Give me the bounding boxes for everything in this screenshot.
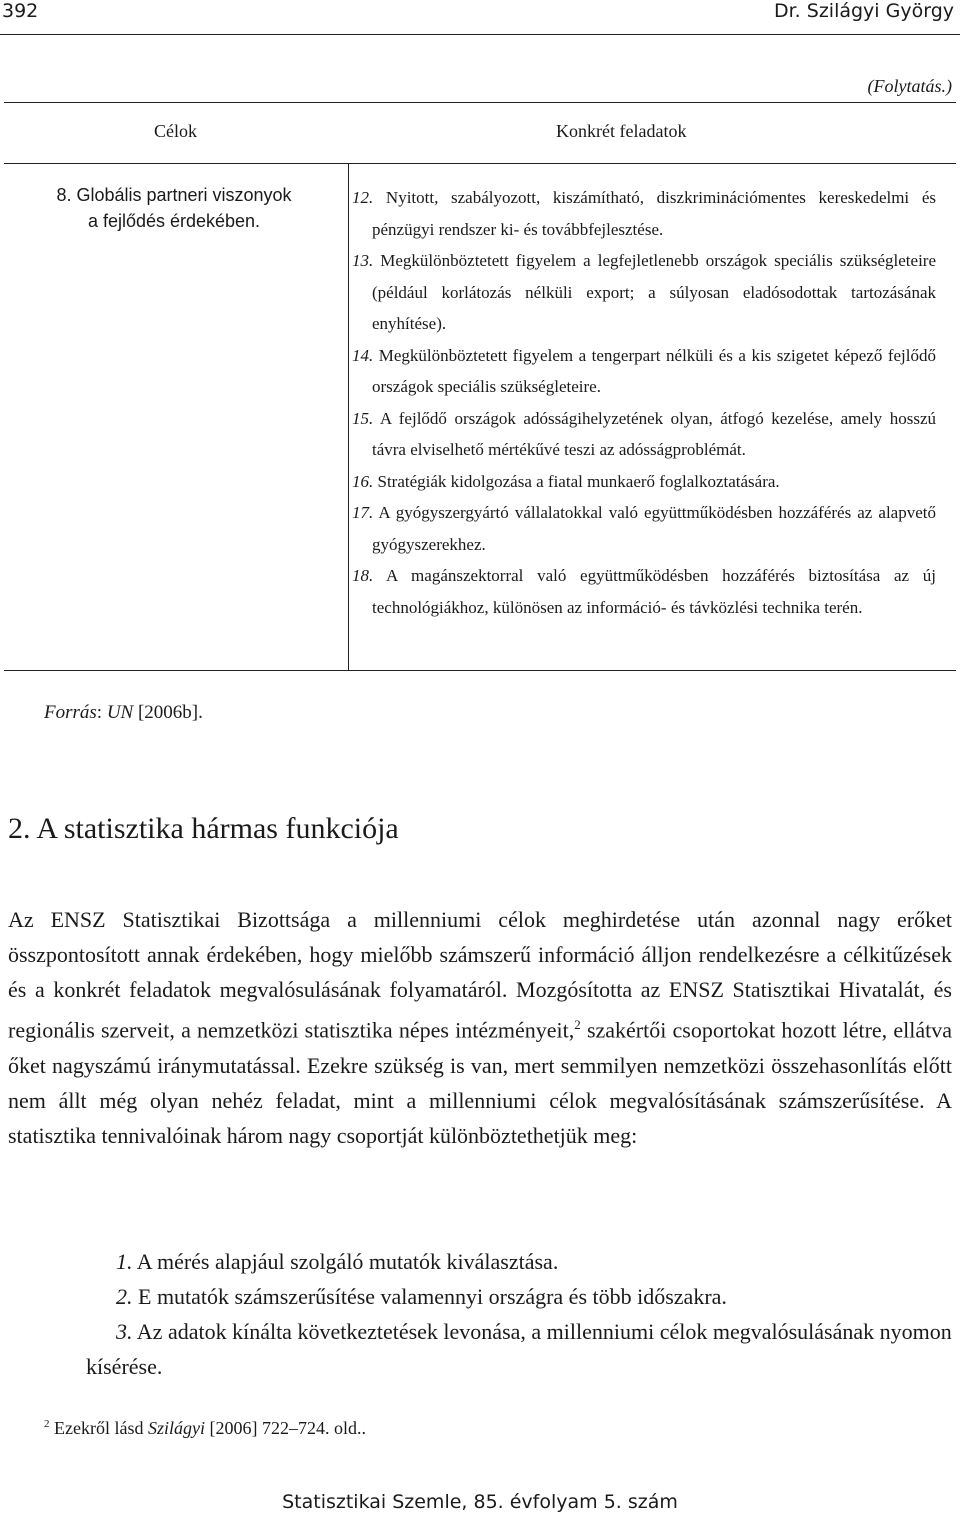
table-column-divider [348, 164, 349, 670]
list-item [86, 1279, 956, 1314]
task-list [352, 182, 936, 623]
running-author: Dr. Szilágyi György [773, 0, 954, 22]
task-number: 14. [352, 345, 374, 365]
task-text: A magánszektorral való együttműködésben hozzáférés biztosítása az új technológiákhoz, különösen az információ- és távközlési technika terén. [372, 566, 936, 617]
column-header-tasks: Konkrét feladatok [556, 121, 687, 141]
task-item [352, 403, 936, 466]
task-item [352, 340, 936, 403]
task-item [352, 466, 936, 498]
task-text: Megkülönböztetett figyelem a legfejletlenebb országok speciális szükségleteire (például korlátozás nélküli export; a súlyosan eladósodottak tartozásának enyhítése). [372, 251, 936, 333]
footnote-text: Ezekről lásd [49, 1418, 148, 1438]
table-continuation-note: (Folytatás.) [867, 76, 952, 96]
task-item [352, 245, 936, 340]
goal-line: a fejlődés érdekében. [87, 211, 261, 231]
journal-footer: Statisztikai Szemle, 85. évfolyam 5. szám [282, 1491, 678, 1513]
task-number: 12. [352, 188, 374, 207]
list-number: 2. [116, 1284, 133, 1309]
page-number: 392 [2, 0, 39, 22]
paragraph-text: szakértői csoportokat hozott létre, ellátva őket nagyszámú iránymutatással. Ezekre szükség is van, mert semmilyen nemzetközi összehasonlítás előtt nem állt még olyan nehéz feladat, mint a millenniumi célok megvalósításának számszerűsítése. A statisztika tennivalóinak három nagy csoportját különböztethetjük meg: [8, 1017, 952, 1148]
footnote-number: 2 [44, 1418, 50, 1430]
list-item [86, 1314, 956, 1384]
paragraph-text: Az ENSZ Statisztikai Bizottsága a millenniumi célok meghirdetése után azonnal nagy erőket összpontosított annak érdekében, hogy mielőbb számszerű információ álljon rendelkezésre a célkitűzések és a konkrét feladatok megvalósulásának folyamatáról. Mozgósította az ENSZ Statisztikai Hivatalát, és regionális szerveit, a nemzetközi statisztika népes intézményeit, [8, 907, 952, 1043]
task-item [352, 560, 936, 623]
goal-cell [0, 182, 348, 234]
table-header-rule [4, 163, 956, 164]
task-text: Nyitott, szabályozott, kiszámítható, diszkriminációmentes kereskedelmi és pénzügyi rendszer ki- és továbbfejlesztése. [372, 188, 936, 239]
body-paragraph [8, 902, 952, 1153]
source-org: UN [106, 702, 134, 723]
footnote-text: [2006] 722–724. old.. [204, 1418, 366, 1438]
column-header-goals: Célok [154, 121, 197, 141]
table-top-rule [4, 102, 956, 103]
list-number: 1. [116, 1249, 133, 1274]
goal-line: 8. Globális partneri viszonyok [56, 185, 292, 205]
list-text: A mérés alapjául szolgáló mutatók kiválasztása. [132, 1249, 559, 1274]
task-number: 17. [352, 503, 374, 522]
footnote [44, 1418, 366, 1439]
function-list [86, 1244, 956, 1384]
task-number: 15. [352, 408, 374, 428]
task-text: Stratégiák kidolgozása a fiatal munkaerő foglalkoztatására. [373, 471, 780, 491]
table-bottom-rule [4, 670, 956, 671]
table-source: Forrás: UN [2006b]. [44, 702, 203, 723]
task-text: A gyógyszergyártó vállalatokkal való együttműködésben hozzáférés az alapvető gyógyszerekhez. [372, 503, 936, 554]
task-text: Megkülönböztetett figyelem a tengerpart nélküli és a kis szigetet képező fejlődő országok speciális szükségleteire. [372, 345, 936, 396]
source-label: Forrás [44, 702, 97, 723]
task-number: 16. [352, 471, 374, 491]
task-number: 13. [352, 251, 374, 270]
page-header [0, 0, 960, 35]
task-text: A fejlődő országok adósságihelyzetének olyan, átfogó kezelése, amely hosszú távra elviselhető mértékűvé teszi az adósságproblémát. [372, 408, 936, 459]
source-ref: [2006b]. [133, 702, 203, 723]
footnote-author: Szilágyi [147, 1418, 205, 1438]
task-item [352, 182, 936, 245]
task-number: 18. [352, 566, 374, 585]
list-item [86, 1244, 956, 1279]
list-number: 3. [116, 1319, 133, 1344]
task-item [352, 497, 936, 560]
section-heading: 2. A statisztika hármas funkciója [8, 812, 399, 845]
list-text: E mutatók számszerűsítése valamennyi országra és több időszakra. [132, 1284, 727, 1309]
list-text: Az adatok kínálta következtetések levonása, a millenniumi célok megvalósulásának nyomon kísérése. [86, 1319, 952, 1379]
footnote-reference: 2 [574, 1017, 581, 1033]
